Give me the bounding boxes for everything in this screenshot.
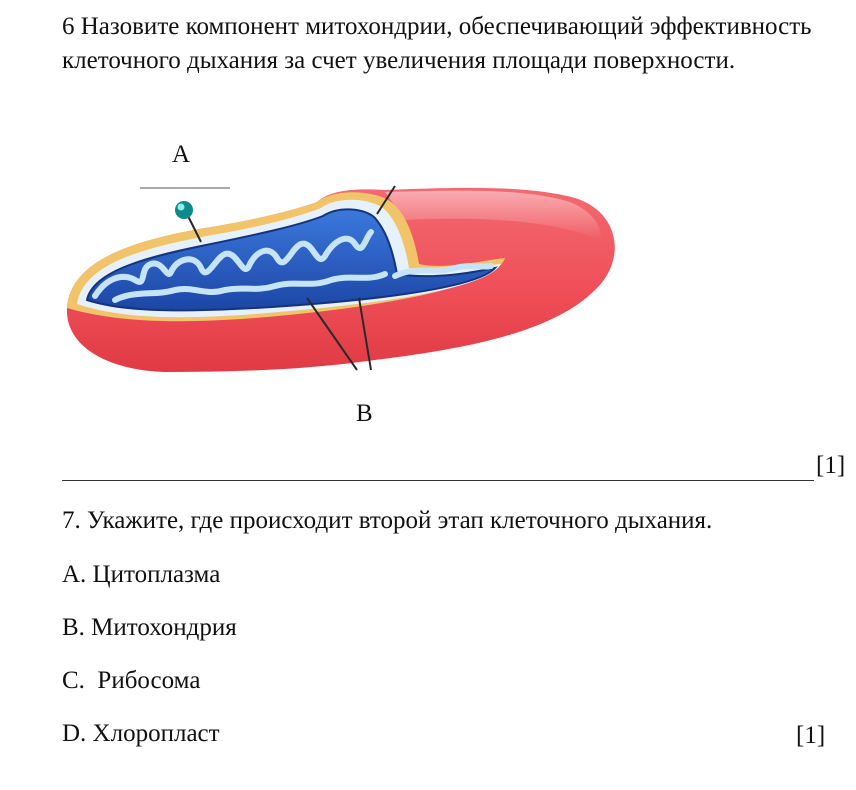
question-6-mark: [1] — [816, 452, 846, 479]
mitochondrion-diagram — [55, 140, 655, 440]
option-b[interactable]: B. Митохондрия — [62, 614, 237, 641]
option-d[interactable]: D. Хлоропласт — [62, 720, 220, 747]
option-c[interactable]: C. Рибосома — [62, 667, 201, 694]
question-7-mark: [1] — [796, 722, 826, 749]
answer-line[interactable] — [62, 458, 814, 481]
question-6-text: 6 Назовите компонент митохондрии, обеспечивающий эффективность клеточного дыхания за счет увеличения площади поверхности. — [62, 13, 812, 74]
pin-marker-icon — [175, 201, 193, 219]
question-7-text: 7. Укажите, где происходит второй этап клеточного дыхания. — [62, 507, 713, 534]
option-a[interactable]: А. Цитоплазма — [62, 561, 221, 588]
diagram-label-a: А — [172, 141, 191, 168]
diagram-label-b: В — [356, 400, 373, 427]
